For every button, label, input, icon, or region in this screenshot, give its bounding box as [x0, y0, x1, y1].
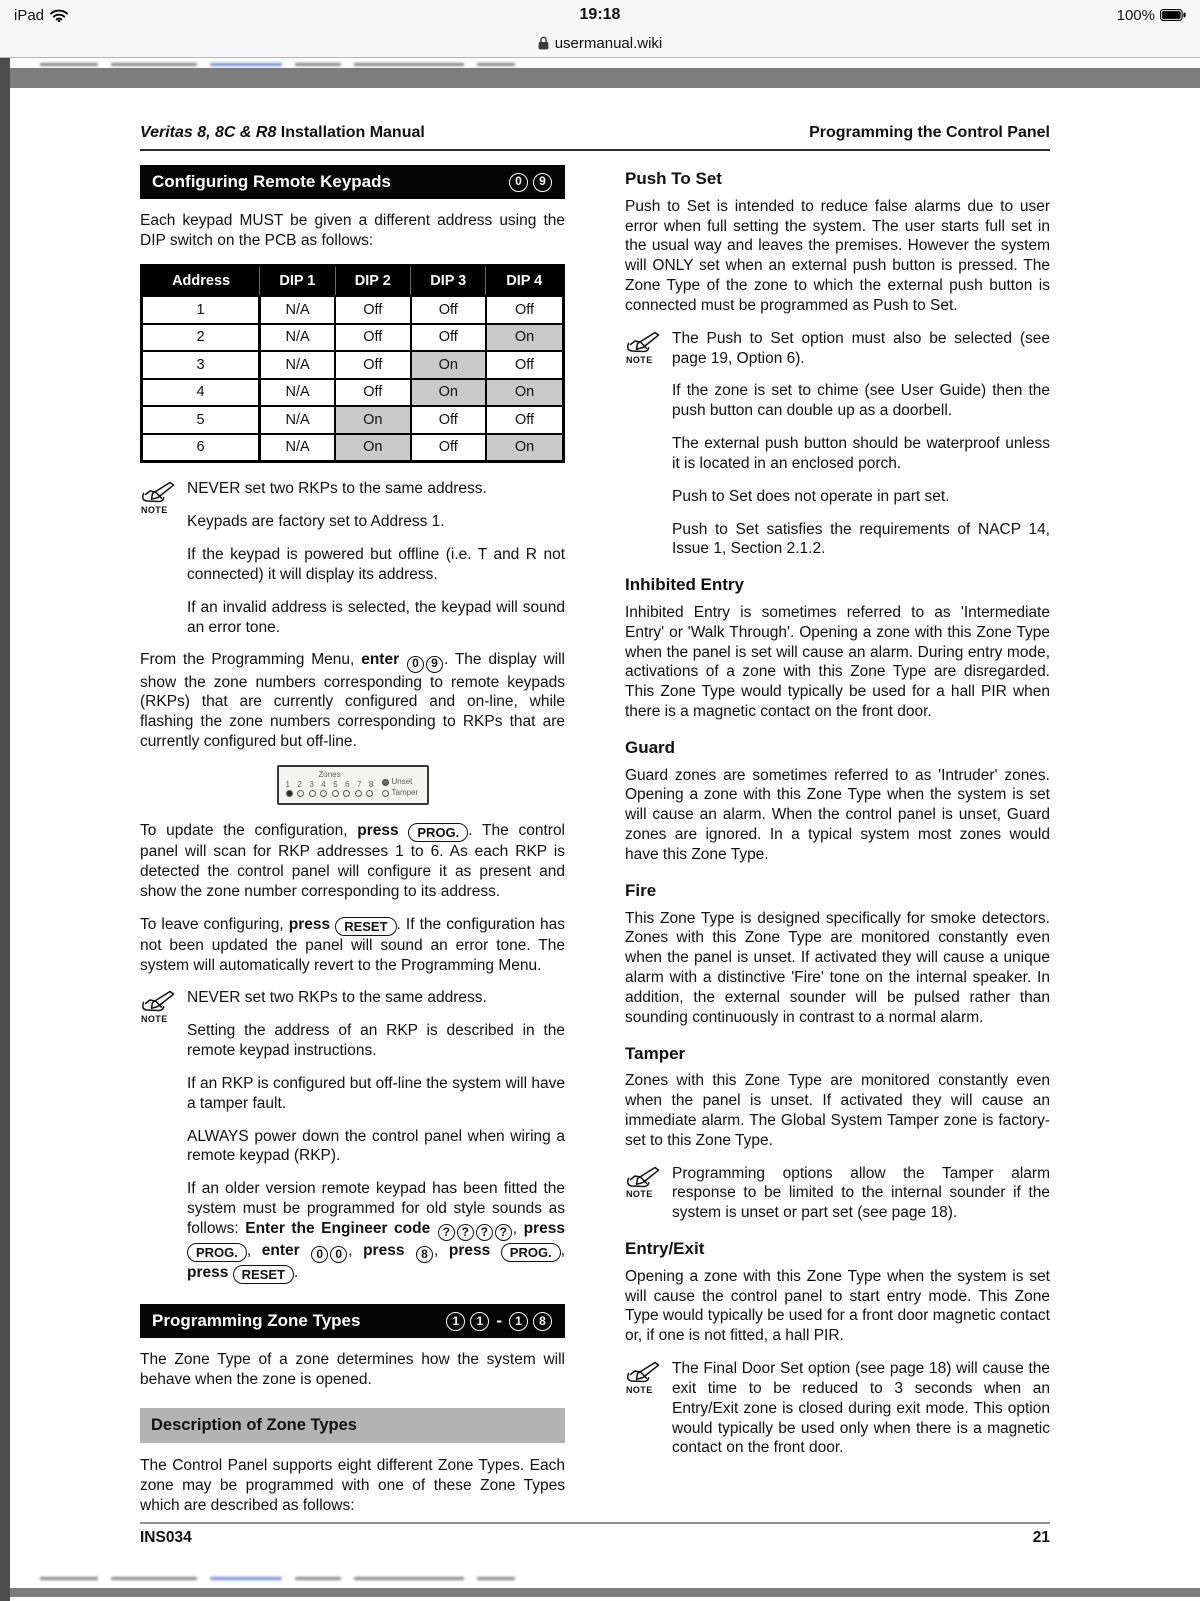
paragraph: Zones with this Zone Type are monitored constantly even when the panel is unset. If activated they will cause an immediate alarm. The Global System Tamper zone is factory-set to this Zone Type. — [625, 1072, 1050, 1149]
paragraph: From the Programming Menu, enter 0 9 . The display will show the zone numbers corresponding to remote keypads (RKPs) that are currently configured and on-line, while flashing the zone numbers corresponding to RKPs that are currently configured but off-line. — [140, 651, 565, 751]
note-writing-hand-icon — [625, 1360, 661, 1383]
dip-table-cell: Off — [335, 324, 410, 352]
dip-table-cell: Off — [335, 379, 410, 407]
note-text: If an invalid address is selected, the keypad will sound an error tone. — [187, 598, 565, 636]
browser-chrome — [0, 0, 1200, 58]
dip-table-cell: Off — [486, 406, 564, 434]
dip-table-row — [142, 406, 564, 434]
dip-table-cell: Off — [486, 296, 564, 324]
document-number: INS034 — [140, 1529, 192, 1546]
paragraph: To update the configuration, press PROG. . The control panel will scan for RKP addresses 1 to 6. As each RKP is detected the control panel will configure it as present and show the zone number corresponding to its address. — [140, 822, 566, 900]
dip-table-row — [142, 351, 564, 379]
note-icon — [625, 329, 672, 559]
key-1: 1 — [446, 1312, 465, 1331]
url-domain: usermanual.wiki — [554, 34, 663, 52]
previous-page-bottom-edge — [10, 58, 1200, 68]
key-8: 8 — [533, 1312, 552, 1331]
zones-led-display — [277, 765, 429, 805]
zone-led — [343, 790, 350, 797]
key-0: 0 — [509, 173, 528, 192]
section-heading: Fire — [625, 880, 657, 900]
note-text: The Push to Set option must also be selected (see page 19, Option 6). — [672, 329, 1050, 367]
right-column — [625, 165, 1050, 1529]
zones-led-grid: Zones 1 2 3 4 5 6 7 8 — [286, 771, 374, 797]
key-0: 0 — [407, 656, 424, 673]
dip-table-cell: Off — [411, 324, 486, 352]
key-RESET: RESET — [233, 1265, 294, 1284]
note-writing-hand-icon — [625, 330, 661, 353]
section-heading: Inhibited Entry — [625, 575, 744, 595]
paragraph: This Zone Type is designed specifically for smoke detectors. Zones with this Zone Type are monitored constantly even when the panel is unset. If activated they will cause a unique alarm with a distinctive 'Fire' tone on the internal speaker. In addition, the external sounder will be pulsed rather than sounding continuously in contrast to a normal alarm. — [625, 909, 1050, 1026]
key-?: ? — [476, 1224, 493, 1241]
note-text: NEVER set two RKPs to the same address. — [187, 989, 487, 1007]
dip-table-header: Address — [142, 265, 260, 296]
battery-percent: 100% — [1116, 6, 1155, 24]
dip-table-cell: On — [335, 434, 410, 462]
note-label: NOTE — [626, 1384, 653, 1395]
note-label: NOTE — [141, 505, 168, 516]
note-text: If the keypad is powered but offline (i.e. T and R not connected) it will display its address. — [187, 546, 565, 583]
blurred-text-fragment — [40, 1576, 515, 1581]
zones-status-legend: Unset Tamper — [382, 771, 419, 797]
dip-table-cell: On — [411, 351, 486, 379]
key-RESET: RESET — [335, 917, 396, 936]
zone-led — [320, 790, 327, 797]
key-PROG.: PROG. — [408, 823, 468, 842]
dip-table-cell: N/A — [260, 406, 335, 434]
note-writing-hand-icon — [625, 1165, 661, 1188]
key-?: ? — [495, 1224, 512, 1241]
dash: - — [496, 1311, 502, 1331]
blurred-text-fragment — [40, 62, 515, 67]
dip-table-cell: Off — [486, 351, 564, 379]
dip-table-cell: Off — [335, 351, 410, 379]
left-column — [140, 165, 565, 1529]
tamper-led — [382, 790, 389, 797]
dip-table-cell: On — [486, 379, 564, 407]
paragraph: Each keypad MUST be given a different address using the DIP switch on the PCB as follows: — [140, 212, 565, 249]
chapter-title: Programming the Control Panel — [809, 124, 1050, 141]
note-block — [140, 479, 565, 637]
key-8: 8 — [416, 1246, 433, 1263]
dip-table-header: DIP 4 — [486, 265, 564, 296]
url-bar[interactable] — [0, 30, 1200, 56]
dip-table-header: DIP 2 — [335, 265, 410, 296]
section-heading: Guard — [625, 737, 676, 757]
note-writing-hand-icon — [140, 480, 176, 503]
paragraph: The Zone Type of a zone determines how the system will behave when the zone is opened. — [140, 1351, 565, 1389]
note-text: Keypads are factory set to Address 1. — [187, 513, 445, 531]
note-block — [140, 988, 565, 1284]
dip-table-cell: 6 — [142, 434, 260, 462]
note-block — [625, 329, 1050, 559]
key-0: 0 — [311, 1246, 328, 1263]
dip-table-cell: N/A — [260, 324, 335, 352]
next-page-top-edge — [10, 1597, 1200, 1601]
key-9: 9 — [426, 656, 443, 673]
status-bar — [0, 0, 1200, 30]
key-0: 0 — [330, 1246, 347, 1263]
note-label: NOTE — [141, 1014, 168, 1025]
dip-table-cell: Off — [411, 296, 486, 324]
dip-table-header: DIP 3 — [411, 265, 486, 296]
key-1: 1 — [470, 1312, 489, 1331]
key-?: ? — [457, 1224, 474, 1241]
dip-table-cell: N/A — [260, 351, 335, 379]
key-9: 9 — [533, 173, 552, 192]
banner-configuring-remote-keypads — [140, 165, 565, 199]
dip-table-cell: Off — [411, 406, 486, 434]
pdf-viewer-scroll-area[interactable] — [0, 58, 1200, 1601]
page-number: 21 — [1032, 1529, 1050, 1546]
dip-switch-table — [140, 264, 565, 464]
key-PROG.: PROG. — [187, 1243, 247, 1262]
dip-table-cell: 3 — [142, 351, 260, 379]
dip-table-cell: Off — [335, 296, 410, 324]
paragraph: To leave configuring, press RESET . If the configuration has not been updated the panel will sound an error tone. The system will automatically revert to the Programming Menu. — [140, 915, 566, 974]
section-heading: Push To Set — [625, 169, 722, 188]
note-icon — [625, 1164, 672, 1223]
status-right — [1117, 7, 1186, 24]
dip-table-cell: 1 — [142, 296, 260, 324]
note-text: ALWAYS power down the control panel when wiring a remote keypad (RKP). — [187, 1127, 565, 1165]
dip-table-cell: 2 — [142, 324, 260, 352]
banner-key-codes — [445, 1310, 553, 1332]
dip-table-cell: On — [411, 379, 486, 407]
note-text: Push to Set satisfies the requirements of NACP 14, Issue 1, Section 2.1.2. — [672, 520, 1050, 558]
section-heading: Entry/Exit — [625, 1239, 705, 1259]
paragraph: Inhibited Entry is sometimes referred to as 'Intermediate Entry' or 'Walk Through'. Opening a zone with this Zone Type when the panel is set will cause an alarm. During entry mode, activations of a zone with this Zone Type are disregarded. This Zone Type would typically be used for a hall PIR when there is a magnetic contact on the front door. — [625, 603, 1050, 721]
zone-led — [309, 790, 316, 797]
note-icon — [140, 988, 187, 1284]
dip-table-cell: N/A — [260, 379, 335, 407]
manual-page — [10, 88, 1200, 1588]
paragraph: The Control Panel supports eight different Zone Types. Each zone may be programmed with one of these Zone Types which are described as follows: — [140, 1457, 565, 1514]
paragraph: Opening a zone with this Zone Type when the system is set will cause the control panel to start entry mode. This Zone Type would typically be used for a front door magnetic contact or, if one is not fitted, a hall PIR. — [625, 1267, 1050, 1345]
note-icon — [140, 479, 187, 637]
dip-table-header: DIP 1 — [260, 265, 335, 296]
lock-icon — [538, 36, 549, 50]
banner-programming-zone-types — [140, 1304, 565, 1338]
banner-title: Programming Zone Types — [152, 1311, 361, 1331]
note-text: If an older version remote keypad has been fitted the system must be programmed for old style sounds as follows: Enter the Engineer code ? ? ? ? , press PROG. , enter 0 0 , press 8 , press PROG. , press RESET . — [187, 1180, 565, 1283]
dip-table-cell: On — [486, 434, 564, 462]
note-block — [625, 1359, 1050, 1458]
dip-table-cell: 5 — [142, 406, 260, 434]
note-text: Setting the address of an RKP is described in the remote keypad instructions. — [187, 1022, 565, 1060]
dip-table-cell: On — [486, 324, 564, 352]
note-block — [625, 1164, 1050, 1223]
zone-led — [286, 790, 293, 797]
zone-led — [366, 790, 373, 797]
key-?: ? — [438, 1224, 455, 1241]
dip-table-row — [142, 296, 564, 324]
dip-table-cell: On — [335, 406, 410, 434]
dip-table-row — [142, 379, 564, 407]
dip-table-cell: N/A — [260, 296, 335, 324]
note-text: Push to Set does not operate in part set. — [672, 487, 950, 505]
dip-table-row — [142, 434, 564, 462]
note-text: If the zone is set to chime (see User Guide) then the push button can double up as a doorbell. — [672, 382, 1050, 420]
dip-table-cell: Off — [411, 434, 486, 462]
subsection-description-of-zone-types: Description of Zone Types — [140, 1408, 565, 1443]
note-writing-hand-icon — [140, 989, 176, 1012]
paragraph: Push to Set is intended to reduce false alarms due to user error when full setting the system. The user starts full set in the usual way and leaves the premises. However the system will ONLY set when an external push button is pressed. The Zone Type of the zone to which the external push button is connected must be programmed as Push to Set. — [625, 197, 1050, 314]
battery-icon — [1160, 9, 1186, 21]
banner-key-codes — [508, 173, 553, 192]
unset-led — [382, 779, 389, 786]
dip-table-cell: N/A — [260, 434, 335, 462]
note-text: The Final Door Set option (see page 18) will cause the exit time to be reduced to 3 seconds when an Entry/Exit zone is closed during exit mode. This option would typically be used only when there is a magnetic contact on the front door. — [672, 1360, 1050, 1457]
document-footer — [140, 1522, 1050, 1547]
dip-table-row — [142, 324, 564, 352]
wifi-icon — [50, 9, 68, 22]
note-text: NEVER set two RKPs to the same address. — [187, 480, 487, 498]
note-icon — [625, 1359, 672, 1458]
note-text: The external push button should be waterproof unless it is located in an enclosed porch. — [672, 435, 1050, 472]
viewer-left-edge — [0, 58, 10, 1601]
note-label: NOTE — [626, 354, 653, 365]
zone-led — [355, 790, 362, 797]
key-1: 1 — [509, 1312, 528, 1331]
section-heading: Tamper — [625, 1043, 686, 1063]
dip-table-cell: 4 — [142, 379, 260, 407]
document-header — [140, 124, 1050, 151]
banner-title: Configuring Remote Keypads — [152, 172, 391, 192]
status-left — [14, 7, 68, 24]
key-PROG.: PROG. — [501, 1243, 561, 1262]
zone-led — [297, 790, 304, 797]
clock: 19:18 — [579, 6, 621, 23]
note-label: NOTE — [626, 1189, 653, 1200]
paragraph: Guard zones are sometimes referred to as 'Intruder' zones. Opening a zone with this Zone Type when the system is set will cause an alarm. When the control panel is unset, Guard zones are ignored. In a typical system most zones would have this Zone Type. — [625, 766, 1050, 863]
zone-led — [332, 790, 339, 797]
document-title: Veritas 8, 8C & R8 Installation Manual — [140, 124, 425, 141]
note-text: Programming options allow the Tamper alarm response to be limited to the internal sounder if the system is unset or part set (see page 18). — [672, 1164, 1050, 1222]
note-text: If an RKP is configured but off-line the system will have a tamper fault. — [187, 1074, 565, 1112]
device-label: iPad — [14, 6, 45, 24]
